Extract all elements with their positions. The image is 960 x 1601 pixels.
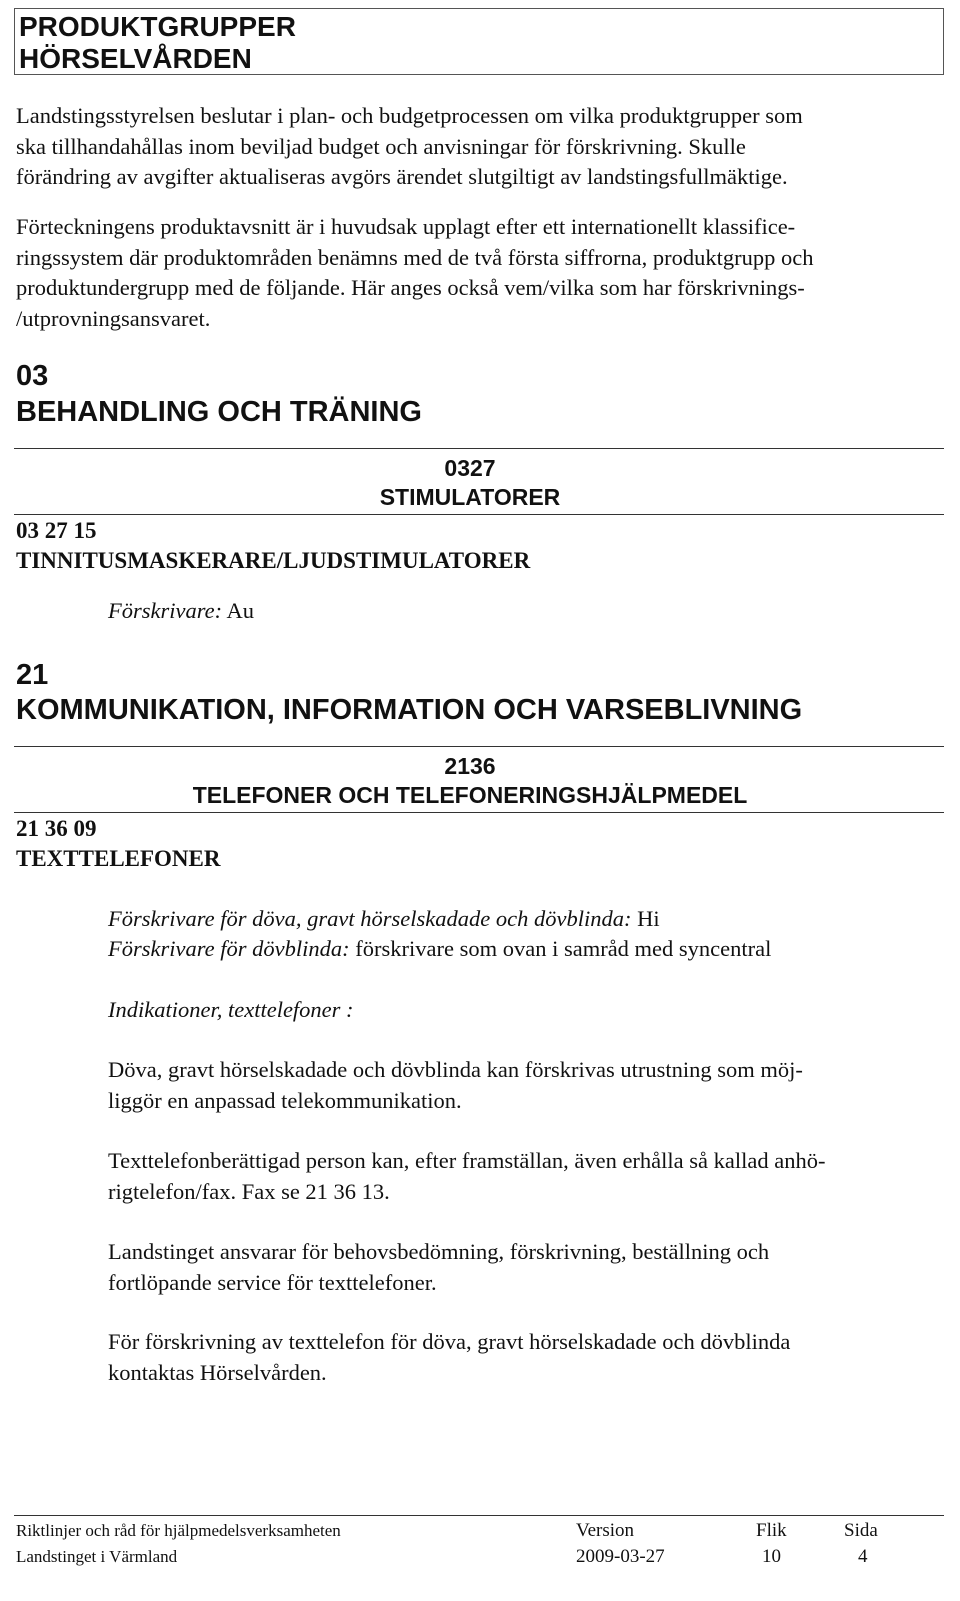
body-paragraph-2 [108, 1146, 825, 1207]
footer-sida-label: Sida [844, 1520, 878, 1541]
page-title-line-2: HÖRSELVÅRDEN [19, 43, 252, 74]
body-paragraph-1 [108, 1055, 803, 1116]
prescriber-line-03 [108, 596, 254, 627]
group-2136-code: 2136 [444, 753, 496, 779]
prescriber-value: förskrivare som ovan i samråd med syncentral [349, 936, 772, 961]
text-line: Landstingsstyrelsen beslutar i plan- och budgetprocessen om vilka produktgrupper som [16, 103, 803, 128]
subgroup-032715-title: TINNITUSMASKERARE/LJUDSTIMULATORER [16, 548, 531, 573]
text-line: Döva, gravt hörselskadade och dövblinda kan förskrivas utrustning som möj- [108, 1057, 803, 1082]
intro-paragraph-2 [16, 212, 814, 334]
body-paragraph-3 [108, 1237, 769, 1298]
text-line: ringssystem där produktområden benämns med de två första siffrorna, produktgrupp och [16, 244, 814, 270]
prescriber-value: Hi [631, 906, 660, 931]
text-line: fortlöpande service för texttelefoner. [108, 1269, 437, 1295]
footer-org: Landstinget i Värmland [16, 1547, 178, 1566]
prescriber-label: Förskrivare för döva, gravt hörselskadade och dövblinda: [108, 906, 632, 931]
section-divider [14, 448, 944, 449]
group-divider [14, 514, 944, 515]
group-2136-title: TELEFONER OCH TELEFONERINGSHJÄLPMEDEL [192, 782, 748, 808]
footer-version-label: Version [576, 1520, 635, 1541]
group-0327-code: 0327 [444, 455, 496, 481]
footer-doc-title: Riktlinjer och råd för hjälpmedelsverksamheten [16, 1521, 341, 1540]
text-line: För förskrivning av texttelefon för döva, gravt hörselskadade och dövblinda [108, 1329, 791, 1354]
prescriber-line-hi [108, 904, 660, 935]
prescriber-line-deafblind [108, 934, 771, 965]
section-divider [14, 746, 944, 747]
section-21-code: 21 [16, 659, 49, 691]
text-line: Texttelefonberättigad person kan, efter framställan, även erhålla så kallad anhö- [108, 1148, 826, 1173]
text-line: kontaktas Hörselvården. [108, 1359, 327, 1385]
footer-flik-label: Flik [756, 1520, 787, 1541]
text-line: ska tillhandahållas inom beviljad budget och anvisningar för förskrivning. Skulle [16, 133, 746, 159]
footer-version-value: 2009-03-27 [576, 1546, 665, 1567]
prescriber-value: Au [222, 598, 255, 623]
text-line: förändring av avgifter aktualiseras avgörs ärendet slutgiltigt av landstingsfullmäktige. [16, 164, 788, 189]
section-21-title: KOMMUNIKATION, INFORMATION OCH VARSEBLIVNING [16, 694, 803, 726]
section-03-code: 03 [16, 360, 49, 392]
prescriber-label: Förskrivare för dövblinda: [108, 936, 350, 961]
footer-flik-value: 10 [762, 1546, 781, 1567]
text-line: produktundergrupp med de följande. Här anges också vem/vilka som har förskrivnings- [16, 275, 805, 300]
section-03-title: BEHANDLING OCH TRÄNING [16, 396, 422, 428]
text-line: rigtelefon/fax. Fax se 21 36 13. [108, 1178, 390, 1204]
body-paragraph-4 [108, 1327, 790, 1388]
group-0327-title: STIMULATORER [379, 484, 561, 510]
intro-paragraph-1 [16, 101, 803, 193]
page-title-box [14, 8, 944, 75]
indications-label: Indikationer, texttelefoner : [108, 997, 354, 1022]
subgroup-213609-code: 21 36 09 [16, 816, 97, 841]
text-line: /utprovningsansvaret. [16, 305, 211, 331]
prescriber-label: Förskrivare: [108, 598, 223, 623]
subgroup-213609-title: TEXTTELEFONER [16, 846, 221, 871]
text-line: liggör en anpassad telekommunikation. [108, 1087, 462, 1113]
footer-sida-value: 4 [858, 1546, 868, 1567]
subgroup-032715-code: 03 27 15 [16, 518, 97, 543]
group-divider [14, 812, 944, 813]
text-line: Förteckningens produktavsnitt är i huvudsak upplagt efter ett internationellt klassifice- [16, 214, 796, 239]
page-title-line-1: PRODUKTGRUPPER [19, 11, 296, 42]
footer-divider [14, 1515, 944, 1516]
text-line: Landstinget ansvarar för behovsbedömning, förskrivning, beställning och [108, 1239, 770, 1264]
